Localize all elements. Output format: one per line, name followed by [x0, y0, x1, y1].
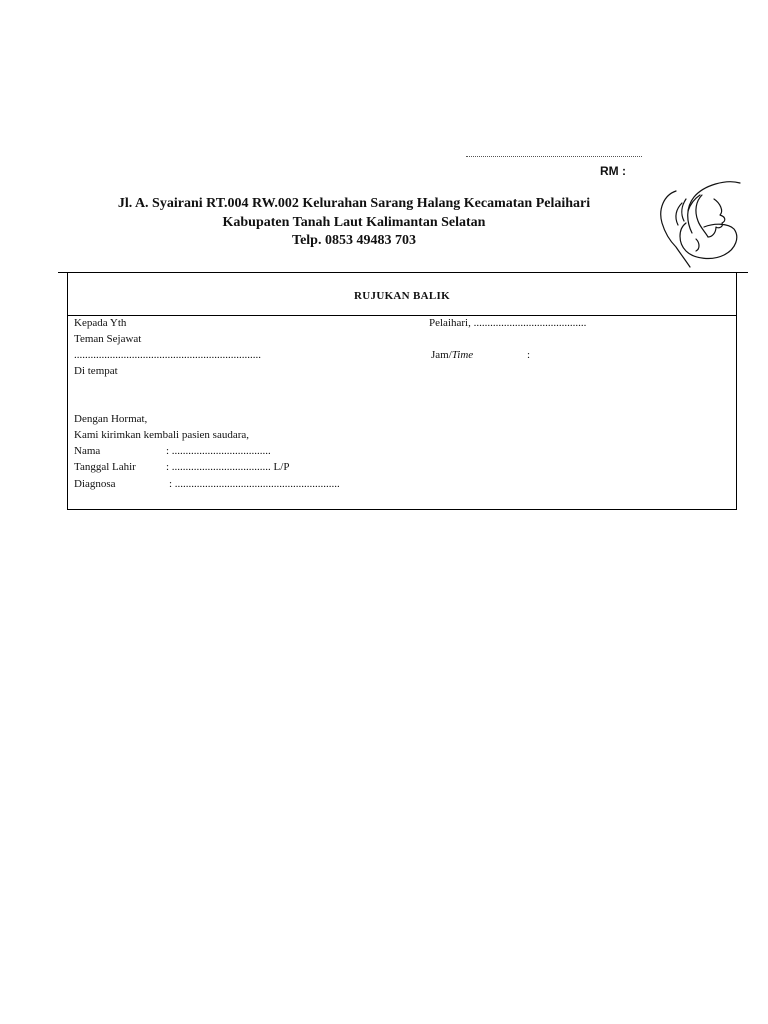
logo-hand-fingers — [676, 199, 686, 225]
form-title-divider — [68, 315, 736, 316]
colleague-label: Teman Sejawat — [74, 333, 142, 345]
dob-field[interactable]: : .................................... L/P — [166, 461, 290, 473]
phone-line: Telp. 0853 49483 703 — [292, 233, 416, 248]
place-label: Di tempat — [74, 365, 118, 377]
colleague-name-field[interactable]: .................................................................... — [74, 349, 261, 361]
logo-mother-profile — [708, 199, 725, 237]
rm-label: RM : — [600, 164, 626, 178]
logo-child-head — [680, 223, 737, 258]
logo-child-ear — [696, 239, 699, 251]
time-label — [431, 349, 473, 361]
diagnosis-label: Diagnosa — [74, 478, 116, 490]
diagnosis-field[interactable]: : ............................................................ — [169, 478, 340, 490]
name-label: Nama — [74, 445, 101, 457]
region-line: Kabupaten Tanah Laut Kalimantan Selatan — [222, 215, 486, 230]
time-label-italic: Time — [451, 349, 474, 361]
logo-hand — [661, 191, 690, 267]
intro-text: Kami kirimkan kembali pasien saudara, — [74, 429, 250, 441]
form-title: RUJUKAN BALIK — [354, 290, 450, 302]
logo-mother-face — [696, 195, 708, 237]
city-date-field[interactable]: Pelaihari, ......................................... — [429, 317, 587, 329]
dob-label: Tanggal Lahir — [74, 461, 136, 473]
referral-form — [67, 272, 737, 510]
greeting-text: Dengan Hormat, — [74, 413, 148, 425]
to-label: Kepada Yth — [74, 317, 127, 329]
address-line: Jl. A. Syairani RT.004 RW.002 Kelurahan Sarang Halang Kecamatan Pelaihari — [117, 196, 591, 211]
mother-child-logo-icon — [656, 181, 742, 269]
time-label-text: Jam/ — [431, 349, 452, 361]
time-field[interactable]: : — [527, 349, 531, 361]
name-field[interactable]: : .................................... — [166, 445, 271, 457]
faint-header-artifact — [466, 156, 642, 160]
